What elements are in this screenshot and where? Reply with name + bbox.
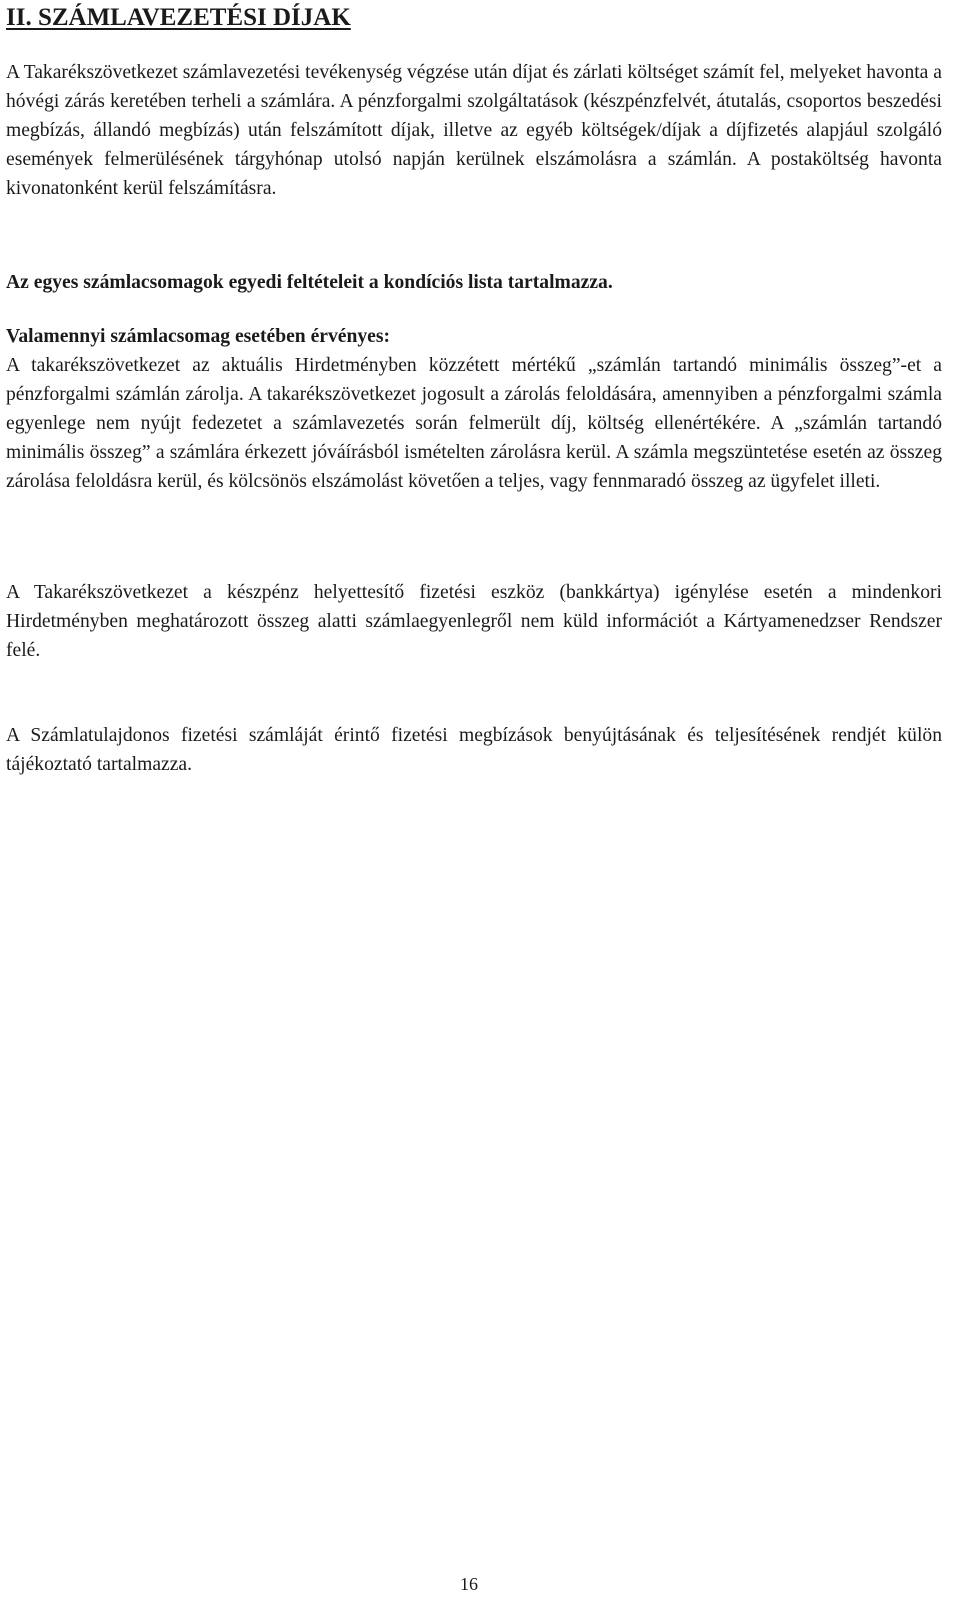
all-packages-body: A takarékszövetkezet az aktuális Hirdetményben közzétett mértékű „számlán tartandó minimális összeg”-et a pénzforgalmi számlán zárolja. A takarékszövetkezet jogosult a zárolás feloldására, amennyiben a pénzforgalmi számla egyenlege nem nyújt fedezetet a számlavezetés során felmerült díj, költség ellenértékére. A „számlán tartandó minimális összeg” a számlára érkezett jóváírásból ismételten zárolásra kerül. A számla megszüntetése esetén az összeg zárolása feloldásra kerül, és kölcsönös elszámolást követően a teljes, vagy fennmaradó összeg az ügyfelet illeti.	[6, 355, 942, 492]
order-paragraph: A Számlatulajdonos fizetési számláját érintő fizetési megbízások benyújtásának és teljesítésének rendjét külön tájékoztató tartalmazza.	[6, 725, 942, 775]
all-packages-section	[6, 322, 942, 496]
intro-paragraph: A Takarékszövetkezet számlavezetési tevékenység végzése után díjat és zárlati költséget számít fel, melyeket havonta a hóvégi zárás keretében terheli a számlára. A pénzforgalmi szolgáltatások (készpénzfelvét, átutalás, csoportos beszedési megbízás, állandó megbízás) után felszámított díjak, illetve az egyéb költségek/díjak a díjfizetés alapjául szolgáló események felmerülésének tárgyhónap utolsó napján kerülnek elszámolásra a számlán. A postaköltség havonta kivonatonként kerül felszámításra.	[6, 62, 942, 199]
conditions-paragraph: Az egyes számlacsomagok egyedi feltételeit a kondíciós lista tartalmazza.	[6, 272, 613, 293]
section-heading: II. SZÁMLAVEZETÉSI DÍJAK	[6, 4, 351, 31]
all-packages-title: Valamennyi számlacsomag esetében érvényes:	[6, 326, 391, 347]
card-paragraph: A Takarékszövetkezet a készpénz helyettesítő fizetési eszköz (bankkártya) igénylése esetén a mindenkori Hirdetményben meghatározott összeg alatti számlaegyenlegről nem küld információt a Kártyamenedzser Rendszer felé.	[6, 582, 942, 661]
page-number: 16	[460, 1574, 478, 1594]
